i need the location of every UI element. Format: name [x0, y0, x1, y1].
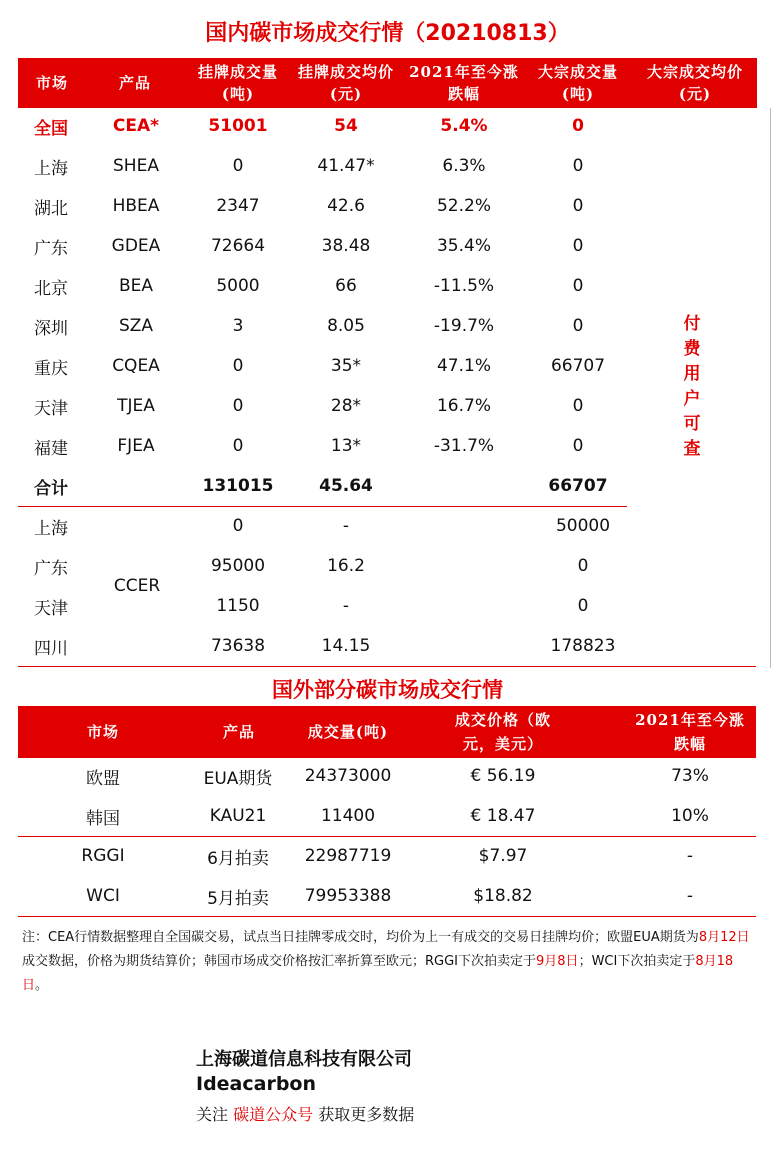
- ccer-product: CCER: [113, 576, 161, 596]
- note-date-wci: 8月18日: [22, 954, 734, 993]
- cell-market: 重庆: [34, 358, 68, 379]
- note-text: 。: [35, 978, 49, 993]
- domestic-title: 国内碳市场成交行情（20210813）: [205, 21, 570, 46]
- footnote: [22, 926, 757, 998]
- cell-price: 8.05: [327, 316, 365, 336]
- table-row: [18, 226, 638, 266]
- cell-block-volume: 50000: [555, 516, 611, 536]
- cell-market: 上海: [34, 158, 68, 179]
- cell-block-volume: 0: [572, 196, 584, 216]
- cell-change: 35.4%: [436, 236, 491, 256]
- foreign-title: 国外部分碳市场成交行情: [272, 678, 503, 702]
- header-product: 产品: [222, 723, 255, 741]
- table-row: [18, 836, 756, 876]
- cell-volume: 73638: [210, 636, 266, 656]
- header-market: 市场: [35, 74, 68, 92]
- cell-price: 13*: [330, 436, 362, 456]
- cell-market: 深圳: [34, 318, 68, 339]
- cell-product: FJEA: [117, 436, 155, 456]
- follow-suffix: 获取更多数据: [313, 1105, 415, 1124]
- follow-line: [196, 1102, 414, 1125]
- table-row: [18, 506, 638, 546]
- cell-price: 16.2: [327, 556, 365, 576]
- header-ytd-change: 2021年至今涨跌幅: [409, 63, 519, 103]
- wechat-account-link[interactable]: 碳道公众号: [233, 1105, 314, 1124]
- cell-price: -: [342, 516, 350, 536]
- header-listed-volume: 挂牌成交量(吨): [197, 63, 278, 103]
- table-row: [18, 386, 638, 426]
- total-row: [18, 466, 638, 506]
- cell-price: 14.15: [321, 636, 371, 656]
- cell-block-volume: 0: [572, 236, 584, 256]
- cell-product: SHEA: [113, 156, 159, 176]
- header-edge: [756, 58, 775, 108]
- cell-change: 47.1%: [436, 356, 491, 376]
- header-volume: 成交量(吨): [307, 723, 389, 741]
- note-date-rggi: 9月8日: [536, 954, 579, 969]
- table-row: [18, 306, 638, 346]
- cell-volume: 11400: [320, 806, 376, 826]
- cell-price: 28*: [330, 396, 362, 416]
- cell-change: 6.3%: [442, 156, 486, 176]
- table-row: [18, 346, 638, 386]
- follow-prefix: 关注: [196, 1105, 234, 1124]
- cell-change: 16.7%: [436, 396, 491, 416]
- cell-price: 35*: [330, 356, 362, 376]
- cell-volume: 0: [232, 156, 244, 176]
- table-row: [18, 106, 638, 146]
- total-price: 45.64: [319, 476, 373, 496]
- cell-change: 5.4%: [440, 116, 488, 136]
- cell-market: 韩国: [86, 808, 120, 829]
- cell-block-volume: 0: [572, 396, 584, 416]
- cell-product: EUA期货: [203, 768, 273, 789]
- cell-price: 42.6: [327, 196, 365, 216]
- cell-price: $7.97: [478, 846, 528, 866]
- cell-product: 5月拍卖: [207, 888, 269, 909]
- cell-change: -: [686, 886, 694, 906]
- cell-block-volume: 0: [577, 596, 589, 616]
- cell-block-volume: 0: [572, 156, 584, 176]
- cell-market: 广东: [34, 558, 68, 579]
- cell-block-volume: 0: [572, 276, 584, 296]
- header-ytd-change: 2021年至今涨跌幅: [635, 711, 745, 753]
- cell-price: $18.82: [473, 886, 533, 906]
- cell-price: 54: [334, 116, 358, 136]
- cell-change: -31.7%: [433, 436, 495, 456]
- brand-name: Ideacarbon: [196, 1073, 317, 1095]
- cell-market: 广东: [34, 238, 68, 259]
- company-name: 上海碳道信息科技有限公司: [196, 1049, 412, 1070]
- cell-product: BEA: [118, 276, 154, 296]
- total-block-volume: 66707: [548, 476, 608, 496]
- cell-market: WCI: [86, 886, 120, 906]
- cell-price: 38.48: [321, 236, 371, 256]
- cell-market: 天津: [34, 398, 68, 419]
- table-row: [18, 186, 638, 226]
- cell-market: RGGI: [81, 846, 125, 866]
- cell-volume: 0: [232, 396, 244, 416]
- cell-change: -11.5%: [433, 276, 495, 296]
- cell-change: 10%: [671, 806, 709, 826]
- note-text: 成交数据，价格为期货结算价；韩国市场成交价格按汇率折算至欧元；RGGI下次拍卖定于: [22, 954, 537, 969]
- cell-price: 66: [335, 276, 357, 296]
- cell-market: 湖北: [34, 198, 68, 219]
- cell-product: SZA: [118, 316, 154, 336]
- cell-price: 41.47*: [317, 156, 375, 176]
- cell-volume: 5000: [216, 276, 260, 296]
- total-label: 合计: [34, 478, 68, 499]
- cell-market: 天津: [34, 598, 68, 619]
- cell-volume: 22987719: [304, 846, 392, 866]
- cell-market: 全国: [34, 118, 68, 139]
- header-price: 成交价格（欧元，美元）: [454, 711, 551, 753]
- cell-price: -: [342, 596, 350, 616]
- cell-block-volume: 0: [572, 116, 584, 136]
- cell-change: 73%: [671, 766, 709, 786]
- header-listed-price: 挂牌成交均价(元): [297, 63, 394, 103]
- cell-block-volume: 66707: [550, 356, 606, 376]
- cell-price: € 18.47: [470, 806, 536, 826]
- cell-volume: 0: [232, 516, 244, 536]
- cell-product: TJEA: [117, 396, 155, 416]
- cell-product: CQEA: [112, 356, 160, 376]
- header-product: 产品: [118, 74, 151, 92]
- cell-block-volume: 178823: [550, 636, 616, 656]
- cell-volume: 0: [232, 356, 244, 376]
- cell-volume: 72664: [210, 236, 266, 256]
- cell-change: 52.2%: [436, 196, 491, 216]
- cell-product: GDEA: [111, 236, 161, 256]
- table-row: [18, 796, 756, 836]
- cell-market: 欧盟: [86, 768, 120, 789]
- header-market: 市场: [86, 723, 119, 741]
- domestic-table-header: [18, 58, 756, 108]
- cell-volume: 51001: [208, 116, 268, 136]
- table-row: [18, 146, 638, 186]
- cell-volume: 3: [232, 316, 244, 336]
- cell-volume: 0: [232, 436, 244, 456]
- cell-change: -19.7%: [433, 316, 495, 336]
- cell-market: 四川: [34, 638, 68, 659]
- cell-product: 6月拍卖: [207, 848, 269, 869]
- divider: [18, 666, 756, 667]
- note-text: 注：CEA行情数据整理自全国碳交易，试点当日挂牌零成交时，均价为上一有成交的交易日挂牌均价；欧盟EUA期货为: [22, 930, 699, 945]
- divider: [18, 916, 756, 917]
- note-text: ；WCI下次拍卖定于: [578, 954, 696, 969]
- note-date-eua: 8月12日: [698, 930, 750, 945]
- table-row: [18, 626, 638, 666]
- right-edge: [770, 108, 771, 668]
- cell-change: -: [686, 846, 694, 866]
- cell-market: 北京: [34, 278, 68, 299]
- table-row: [18, 266, 638, 306]
- cell-price: € 56.19: [470, 766, 536, 786]
- cell-volume: 24373000: [304, 766, 392, 786]
- cell-volume: 79953388: [304, 886, 392, 906]
- total-volume: 131015: [202, 476, 274, 496]
- paid-users-note: 付费用户可查: [683, 314, 701, 459]
- table-row: [18, 426, 638, 466]
- cell-block-volume: 0: [572, 436, 584, 456]
- cell-product: CEA*: [112, 116, 160, 136]
- cell-block-volume: 0: [572, 316, 584, 336]
- table-row: [18, 876, 756, 916]
- cell-product: KAU21: [209, 806, 267, 826]
- table-row: [18, 756, 756, 796]
- cell-volume: 1150: [216, 596, 260, 616]
- cell-volume: 95000: [210, 556, 266, 576]
- foreign-table-header: [18, 706, 756, 758]
- header-block-volume: 大宗成交量(吨): [537, 63, 618, 103]
- header-block-price: 大宗成交均价(元): [646, 63, 743, 103]
- cell-market: 福建: [34, 438, 68, 459]
- cell-market: 上海: [34, 518, 68, 539]
- cell-volume: 2347: [216, 196, 260, 216]
- cell-block-volume: 0: [577, 556, 589, 576]
- cell-product: HBEA: [112, 196, 160, 216]
